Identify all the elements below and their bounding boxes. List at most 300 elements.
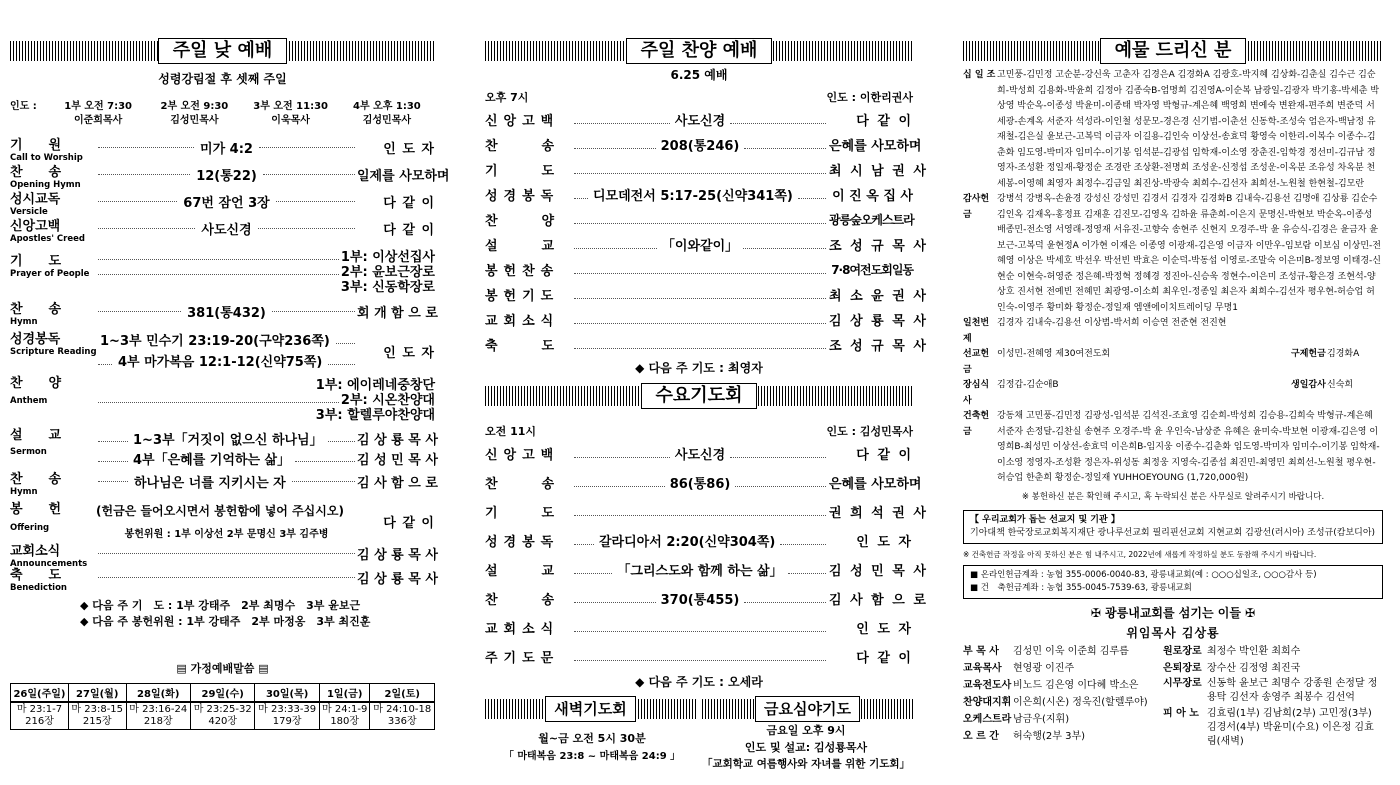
order-label: 축 도 <box>485 339 561 354</box>
leader-dots <box>263 165 355 175</box>
offering-block <box>963 68 1383 192</box>
leader-dots <box>574 116 670 124</box>
order-label: 신앙고백 <box>485 448 560 463</box>
order-label <box>10 428 96 457</box>
staff-row <box>1163 707 1383 749</box>
sermon-line <box>96 448 438 468</box>
leader-text: 이준희목사 <box>73 115 123 126</box>
offering-block <box>963 378 1383 409</box>
leader-dots <box>98 357 112 365</box>
offering-names: 김경화A <box>1327 349 1360 359</box>
bible-ref: 마 24:1-9 <box>322 704 368 715</box>
table-cell <box>190 702 254 730</box>
leader-text: 이욱목사 <box>271 115 310 126</box>
order-content: 「그리스도와 함께 하는 삶」 <box>617 564 783 579</box>
leader-dots <box>328 357 355 365</box>
order-label: 찬 송 <box>485 593 561 608</box>
praise-worship-header <box>485 38 913 64</box>
offering-type: 생일감사 <box>1291 380 1326 390</box>
table-cell <box>255 702 319 730</box>
service-meta <box>485 423 913 439</box>
label-en: Offering <box>10 523 50 533</box>
offering-notice: ※ 봉헌하신 분은 확인해 주시고, 혹 누락되신 분은 사무실로 알려주시기 바랍니다. <box>1021 491 1325 502</box>
hymn-number: 215장 <box>82 716 112 727</box>
sermon-row <box>10 428 438 472</box>
offering-names: 강병석 강병옥-손윤경 강성신 강성민 김경서 김경자 김경화B 김내숙-김용선 김명애 김상룡 김순수 김인옥 김재옥-홍정표 김재훈 김진모-김영옥 김하윤 류춘희-이은지 문명신-박현보 박순옥-이종성 배종민-전소영 서영래-정영재 서유진-고향숙 송현주 신현지 오경주-박 윤 유승식-김경은 윤금자 윤보근-고복덕 윤현정A 이가현 이재은 이종영 이광재-김은영 이금자 이만우-임보람 이보심 이상민-전혜영 이상은 박세호 박선우 박선빈 박효은 이순덕-박동섭 이영로-조말숙 이은미B-정보영 이태경-신현순 이현숙-허영준 정은혜-박정혁 정혜경 정진아-신승욱 정현수-이은미 조성규-황은경 조현석-양상호 진서현 전예빈 전혜민 최광영-이소희 최우인-정종일 최은자 최희수-김선자 평우현-허승업 허인숙-이영주 황미화 황정순-정일재 엠앤에이치트레이딩 무명1 <box>997 194 1381 313</box>
order-person: 김 상 룡 목 사 <box>357 432 438 448</box>
leader-dots <box>574 166 826 174</box>
order-label: 성경봉독 <box>485 535 560 550</box>
praise-order <box>485 107 928 357</box>
table-header-row <box>11 684 435 703</box>
order-label <box>10 568 96 593</box>
leader-dots <box>272 302 355 312</box>
leader-dots <box>98 192 177 202</box>
friday-info <box>699 722 913 773</box>
table-header: 2일(토) <box>370 684 435 703</box>
order-person: 다 같 이 <box>856 448 914 463</box>
time-text: 3부 오전 11:30 <box>253 101 328 112</box>
order-label: 봉헌찬송 <box>485 264 560 279</box>
mission-box <box>963 510 1383 544</box>
order-person: 일제를 사모하며 <box>357 169 450 184</box>
order-label: 신앙고백 <box>485 114 560 129</box>
staff-role: 오 르 간 <box>963 730 999 742</box>
dawn-text: 「 마태복음 23:8 ~ 마태복음 24:9 」 <box>503 751 681 762</box>
order-label: 주기도문 <box>485 651 560 666</box>
order-person: 1부: 에이레네중창단 <box>315 378 435 393</box>
scripture-lines <box>96 332 357 368</box>
sermon-lines <box>96 428 438 468</box>
leader-dots <box>574 316 826 324</box>
leader-dots <box>98 544 355 554</box>
leader-dots <box>574 141 656 149</box>
leader-dots <box>98 267 339 275</box>
time-text: 1부 오전 7:30 <box>64 101 133 112</box>
offering-type: 감사헌금 <box>963 194 990 220</box>
praise-worship-column <box>485 0 928 773</box>
order-row <box>10 472 438 502</box>
service-time-3 <box>243 100 339 128</box>
order-row <box>485 526 913 555</box>
label-en: Scripture Reading <box>10 347 97 357</box>
order-person: 조 성 규 목 사 <box>829 339 928 354</box>
next-prayer: ◆ 다음 주 기도 : 오세라 <box>635 675 763 689</box>
order-row <box>10 302 438 332</box>
order-label <box>10 192 96 217</box>
order-row <box>10 165 450 192</box>
order-content: (헌금은 들어오시면서 봉헌함에 넣어 주십시오) <box>96 504 344 518</box>
leader-dots <box>574 266 826 274</box>
staff-row <box>963 728 1163 745</box>
offerings-list <box>963 68 1383 487</box>
hymn-number: 218장 <box>143 716 173 727</box>
order-content: 디모데전서 5:17-25(신약341쪽) <box>593 189 793 204</box>
staff-role: 시무장로 <box>1163 677 1202 689</box>
anthem-lines <box>96 376 435 421</box>
order-person: 김 상 룡 목 사 <box>357 548 438 563</box>
table-header: 30일(목) <box>255 684 319 703</box>
staff-names: 허숙행(2부 3부) <box>1013 730 1086 742</box>
label-en: Opening Hymn <box>10 180 81 190</box>
order-row <box>485 642 913 671</box>
order-label: 찬 양 <box>485 214 561 229</box>
leader-dots <box>798 191 826 199</box>
prayer-lines <box>96 248 435 293</box>
friday-leader: 인도 및 설교: 김성룡목사 <box>744 741 868 754</box>
order-row <box>485 132 922 157</box>
leader-dots <box>295 454 355 462</box>
staff-row <box>1163 643 1383 660</box>
order-row <box>485 282 928 307</box>
leader-dots <box>574 341 826 349</box>
section-title: 수요기도회 <box>641 383 758 409</box>
offering-lines <box>96 502 357 540</box>
label-en: Versicle <box>10 207 48 217</box>
order-content: 4부 마가복음 12:1-12(신약75쪽) <box>118 355 323 370</box>
leader-dots <box>98 138 194 148</box>
order-label <box>10 138 96 163</box>
time-text: 2부 오전 9:30 <box>160 101 229 112</box>
order-label: 찬 송 <box>485 477 561 492</box>
order-person: 은혜를 사모하며 <box>829 477 922 492</box>
offerings-column <box>963 0 1383 749</box>
order-person: 7·8여전도회일동 <box>831 263 913 277</box>
staff-names: 현영광 이진주 <box>1013 662 1075 674</box>
hymn-number: 180장 <box>330 716 360 727</box>
order-content: 미가 4:2 <box>200 142 253 157</box>
order-person: 인 도 자 <box>383 142 435 157</box>
sunday-worship-column <box>10 0 450 730</box>
leader-dots <box>744 141 826 149</box>
order-content: 사도신경 <box>201 223 252 238</box>
label-en: Prayer of People <box>10 269 90 279</box>
sermon-line <box>96 428 438 448</box>
order-row <box>485 182 913 207</box>
label-kr: 찬 송 <box>10 472 62 487</box>
subtitle: 6.25 예배 <box>670 68 728 82</box>
staff-row <box>963 711 1163 728</box>
order-person: 김 상 룡 목 사 <box>357 572 438 587</box>
leader-dots <box>743 241 826 249</box>
leader-dots <box>98 434 128 442</box>
home-worship-table <box>10 683 435 730</box>
label-en: Anthem <box>10 396 48 406</box>
service-time: 오후 7시 <box>485 91 529 104</box>
order-content: 370(통455) <box>660 593 740 608</box>
offering-note: 봉헌위원 : 1부 이상선 2부 문명신 3부 김주병 <box>124 529 329 540</box>
table-header: 26일(주일) <box>11 684 69 703</box>
scripture-line <box>96 332 357 347</box>
staff-right <box>1163 643 1383 749</box>
order-row <box>485 207 913 232</box>
staff-role: 오케스트라 <box>963 713 1012 725</box>
order-content: 67번 잠언 3장 <box>183 196 270 211</box>
leader-text: 김성민목사 <box>362 115 412 126</box>
wednesday-header <box>485 383 913 409</box>
order-row <box>485 613 913 642</box>
order-row <box>485 468 922 497</box>
service-leader: 인도 : 이한리권사 <box>826 91 913 104</box>
leader-dots <box>574 595 656 603</box>
order-label <box>10 376 96 406</box>
order-label <box>10 332 96 357</box>
label-kr: 찬 송 <box>10 165 62 180</box>
leader-dots <box>98 165 190 175</box>
label-kr: 성시교독 <box>10 192 61 207</box>
staff-names: 이은희(시온) 정욱진(할렐루야) <box>1013 696 1148 708</box>
service-time: 오전 11시 <box>485 425 537 438</box>
bible-ref: 마 23:8-15 <box>71 704 124 715</box>
staff-names: 남금우(지휘) <box>1013 713 1070 725</box>
order-person: 인 도 자 <box>856 622 913 637</box>
order-of-worship <box>10 138 450 594</box>
building-note: ※ 건축헌금 작정을 아직 못하신 분은 힘 내주시고, 2022년에 새롭게 작정하실 분도 동참해 주시기 바랍니다. <box>963 549 1317 559</box>
order-label <box>10 219 96 244</box>
label-kr: 신앙고백 <box>10 219 61 234</box>
bible-ref: 마 23:1-7 <box>16 704 63 715</box>
order-row <box>485 497 928 526</box>
order-row <box>485 439 913 468</box>
leader-dots <box>574 479 665 487</box>
subtitle: 성령강림절 후 셋째 주일 <box>158 72 287 86</box>
leader-dots <box>98 568 355 578</box>
prayer-line <box>96 278 435 293</box>
bible-ref: 마 23:33-39 <box>258 704 317 715</box>
staff-names: 김효림(1부) 김남희(2부) 고민정(3부) 김경서(4부) 박윤미(수요) 이은정 김효림(새벽) <box>1207 707 1374 747</box>
offering-block <box>963 316 1383 347</box>
label-kr: 기 도 <box>10 254 62 269</box>
service-time-4 <box>339 100 435 128</box>
dawn-friday-info <box>485 722 913 773</box>
wednesday-order <box>485 439 928 671</box>
order-row <box>10 568 438 594</box>
table-cell <box>11 702 69 730</box>
next-offering: ◆ 다음 주 봉헌위원 : 1부 강태주 2부 마정옹 3부 최진훈 <box>80 615 371 628</box>
table-cell <box>68 702 126 730</box>
order-row <box>10 219 435 248</box>
order-content: 86(통86) <box>669 477 731 492</box>
dawn-header <box>485 696 696 722</box>
order-person: 이 진 옥 집 사 <box>832 189 913 204</box>
offering-names: 신숙희 <box>1327 380 1354 390</box>
leader-dots <box>98 472 128 482</box>
service-leader: 인도 : 김성민목사 <box>826 425 913 438</box>
bank-account: ■ 건 축헌금계좌 : 농협 355-0045-7539-63, 광릉내교회 <box>970 582 1192 593</box>
scripture-line <box>96 353 357 368</box>
leader-dots <box>98 219 195 229</box>
order-label: 교회소식 <box>485 314 560 329</box>
order-row <box>10 544 438 569</box>
order-person: 회 개 함 으 로 <box>357 306 438 321</box>
offerings-header <box>963 38 1383 64</box>
offering-type: 장심식사 <box>963 380 990 406</box>
leader-dots <box>574 653 826 661</box>
leader-dots <box>259 138 355 148</box>
leader-dots <box>98 454 128 462</box>
leader-dots <box>780 537 826 545</box>
order-person: 다 같 이 <box>383 223 436 238</box>
table-cell <box>319 702 370 730</box>
bank-account: ■ 온라인헌금계좌 : 농협 355-0006-0040-83, 광릉내교회(예 : ○○○십일조, ○○○감사 등) <box>970 569 1317 580</box>
order-content: 208(통246) <box>660 139 740 154</box>
prayer-row <box>10 248 435 296</box>
label-kr: 성경봉독 <box>10 332 61 347</box>
order-person: 최 소 윤 권 사 <box>829 289 928 304</box>
table-header: 1일(금) <box>319 684 370 703</box>
order-person: 은혜를 사모하며 <box>829 139 922 154</box>
leader-dots <box>292 472 355 482</box>
section-title: 새벽기도회 <box>545 696 635 722</box>
order-label <box>10 544 96 569</box>
order-person: 3부: 할렐루야찬양대 <box>315 408 435 423</box>
mission-text: 기아대책 한국장로교회복지재단 광나루선교회 필리핀선교회 지현교회 김광선(러시아) 조성규(캄보디아) <box>970 527 1376 538</box>
table-header: 28일(화) <box>126 684 190 703</box>
table-header: 27일(월) <box>68 684 126 703</box>
staff-row <box>1163 660 1383 677</box>
order-person: 김 성 민 목 사 <box>829 564 928 579</box>
leader-dots <box>574 566 612 574</box>
leader-dots <box>744 595 826 603</box>
order-label: 교회소식 <box>485 622 560 637</box>
leader-dots <box>730 116 826 124</box>
staff-names: 장수산 김정영 최진국 <box>1207 662 1301 674</box>
service-meta <box>485 89 913 105</box>
bible-ref: 마 23:25-32 <box>193 704 252 715</box>
order-person: 김 상 룡 목 사 <box>829 314 928 329</box>
staff-role: 은퇴장로 <box>1163 662 1202 674</box>
times-label: 인도 : <box>10 101 37 112</box>
staff-names: 최정수 박인환 최희수 <box>1207 645 1301 657</box>
order-row <box>485 157 928 182</box>
offering-type: 선교헌금 <box>963 349 990 375</box>
order-content: 「이와같이」 <box>661 239 739 254</box>
leader-dots <box>276 192 355 202</box>
hymn-number: 179장 <box>272 716 302 727</box>
order-person: 광릉숲오케스트라 <box>829 213 914 227</box>
leader-dots <box>328 434 355 442</box>
offering-block <box>963 192 1383 316</box>
order-person: 다 같 이 <box>856 651 913 666</box>
label-kr: 기 원 <box>10 138 62 153</box>
anthem-row <box>10 376 435 428</box>
order-content: 하나님은 너를 지키시는 자 <box>134 476 286 491</box>
next-prayer: ◆ 다음 주 기도 : 최영자 <box>635 361 763 375</box>
offering-names: 고민풍-김민정 고순분-강신욱 고춘자 김경은A 김경화A 김광호-박지혜 김상화-김춘실 김수근 김순희-박성희 김용화-박윤희 김정아 김종숙B-엄명희 김진영A-이순복 남광일-김광자 박기홍-박세춘 박상영 박순옥-이종성 박윤미-이종태 박자영 박형규-계은혜 백영희 변예숙 변완재-편주희 변준덕 서세광-손계옥 서준자 석성라-이인철 성문모-경은경 신기범-이춘선 신동학-조성숙 엄은자-백남정 유재철-김은실 윤보근-고복덕 이금자 이길용-김인숙 이상선-송효덕 황영숙 이한리-이복수 이종수-김춘화 임도영-박미자 임미수-이기봉 임석분-김광섭 임학재-이소영 장춘진-임학경 정선미-김규남 정영자-조성환 정일재-황정순 조경란 조상환-전명희 조성운-신정섭 조성운-이옥분 조유성 차옥분 천세봉-이영혜 최영자 최정수-김금일 최진상-박광숙 최희수-김선자 최희선-노원철 한현철-김모란 <box>997 70 1380 189</box>
servants-title: ✠ 광릉내교회를 섬기는 이들 ✠ <box>1090 605 1256 620</box>
order-person: 조 성 규 목 사 <box>829 239 928 254</box>
leader-dots <box>336 336 355 344</box>
scripture-row <box>10 332 435 376</box>
order-person: 인 도 자 <box>383 346 435 361</box>
order-row <box>485 307 928 332</box>
leader-dots <box>730 450 826 458</box>
offering-row <box>10 502 435 544</box>
service-times <box>10 100 435 128</box>
service-time-2 <box>146 100 242 128</box>
order-person: 김 사 함 으 로 <box>829 593 928 608</box>
order-person: 인 도 자 <box>856 535 913 550</box>
label-kr: 축 도 <box>10 568 62 583</box>
staff-names: 김성민 이욱 이준희 김루름 <box>1013 645 1129 657</box>
order-person: 2부: 시온찬양대 <box>340 393 435 408</box>
order-person: 다 같 이 <box>383 516 435 531</box>
label-kr: 교회소식 <box>10 544 61 559</box>
order-person: 최 시 남 권 사 <box>829 164 928 179</box>
leader-dots <box>98 302 181 312</box>
order-content: 갈라디아서 2:20(신약304쪽) <box>599 535 776 550</box>
label-en: Hymn <box>10 487 38 497</box>
leader-dots <box>574 291 826 299</box>
order-content: 1~3부「거짓이 없으신 하나님」 <box>133 432 323 448</box>
label-en: Apostles' Creed <box>10 234 85 244</box>
order-label <box>10 502 96 533</box>
order-label: 찬 송 <box>485 139 561 154</box>
leader-text: 김성민목사 <box>170 115 219 126</box>
leader-dots <box>574 624 826 632</box>
staff-role: 피 아 노 <box>1163 707 1199 719</box>
order-row <box>10 192 435 219</box>
time-text: 4부 오후 1:30 <box>352 101 421 112</box>
next-prayer: ◆ 다음 주 기 도 : 1부 강태주 2부 최명수 3부 윤보근 <box>80 599 361 612</box>
order-content: 사도신경 <box>674 448 726 463</box>
offering-block <box>963 409 1383 487</box>
offering-names: 강동채 고민풍-김민정 김광성-임석분 김석진-조효영 김순희-박성희 김승용-김희숙 박형규-계은혜 서준자 손정달-김찬실 송현주 오경주-박 윤 우인숙-남상준 유혜은 윤미숙-박보현 이광재-김은영 이영희B-최성민 이상선-송효덕 이은희B-임지웅 이종수-김춘화 임도영-박미자 임미수-이기봉 임학재-이소영 정영자-조성환 정은자-위성동 최정웅 지영숙-김종섭 최진민-최영민 최희선-노원철 평우현-허승업 한춘희 황정순-정일재 YUHHOEYOUNG (1,720,000원) <box>997 411 1380 483</box>
order-label: 기 도 <box>485 506 561 521</box>
order-label: 성경봉독 <box>485 189 560 204</box>
dawn-friday-headers <box>485 696 913 722</box>
offering-block <box>963 347 1383 378</box>
offering-type: 십 일 조 <box>963 70 996 80</box>
label-en: Call to Worship <box>10 153 83 163</box>
leader-dots <box>788 566 826 574</box>
order-person: 김 사 함 으 로 <box>357 476 438 491</box>
leader-dots <box>574 537 594 545</box>
friday-text: 「교회학교 여름행사와 자녀를 위한 기도회」 <box>701 758 911 770</box>
label-kr: 찬 송 <box>10 302 62 317</box>
order-label <box>10 302 96 327</box>
order-person: 권 희 석 권 사 <box>829 506 928 521</box>
leader-dots <box>258 219 355 229</box>
order-person: 김 성 민 목 사 <box>357 452 438 468</box>
friday-time: 금요일 오후 9시 <box>766 724 846 737</box>
bible-ref: 마 24:10-18 <box>373 704 432 715</box>
order-label: 기 도 <box>485 164 561 179</box>
staff-role: 원로장로 <box>1163 645 1202 657</box>
offering-type: 일천번제 <box>963 318 990 344</box>
order-content: 12(통22) <box>196 169 257 184</box>
order-content: 1~3부 민수기 23:19-20(구약236쪽) <box>100 334 330 349</box>
staff-left <box>963 643 1163 749</box>
table-cell <box>370 702 435 730</box>
dawn-info <box>485 722 699 773</box>
section-title: 주일 낮 예배 <box>158 38 287 64</box>
label-en: Announcements <box>10 559 88 569</box>
order-content: 381(통432) <box>187 306 266 321</box>
staff-row <box>963 660 1163 677</box>
order-row <box>485 332 928 357</box>
service-time-1 <box>50 100 146 128</box>
leader-dots <box>98 282 339 290</box>
dawn-time: 월~금 오전 5시 30분 <box>538 732 646 745</box>
order-person: 2부: 윤보근장로 <box>340 265 435 280</box>
table-cell <box>126 702 190 730</box>
offering-names: 이성민-전혜영 제30여전도회 <box>997 349 1111 359</box>
label-kr: 봉 헌 <box>10 502 62 517</box>
mission-title: 【 우리교회가 돕는 선교지 및 기관 】 <box>970 514 1120 525</box>
leader-dots <box>574 191 588 199</box>
sunday-worship-header <box>10 38 435 64</box>
